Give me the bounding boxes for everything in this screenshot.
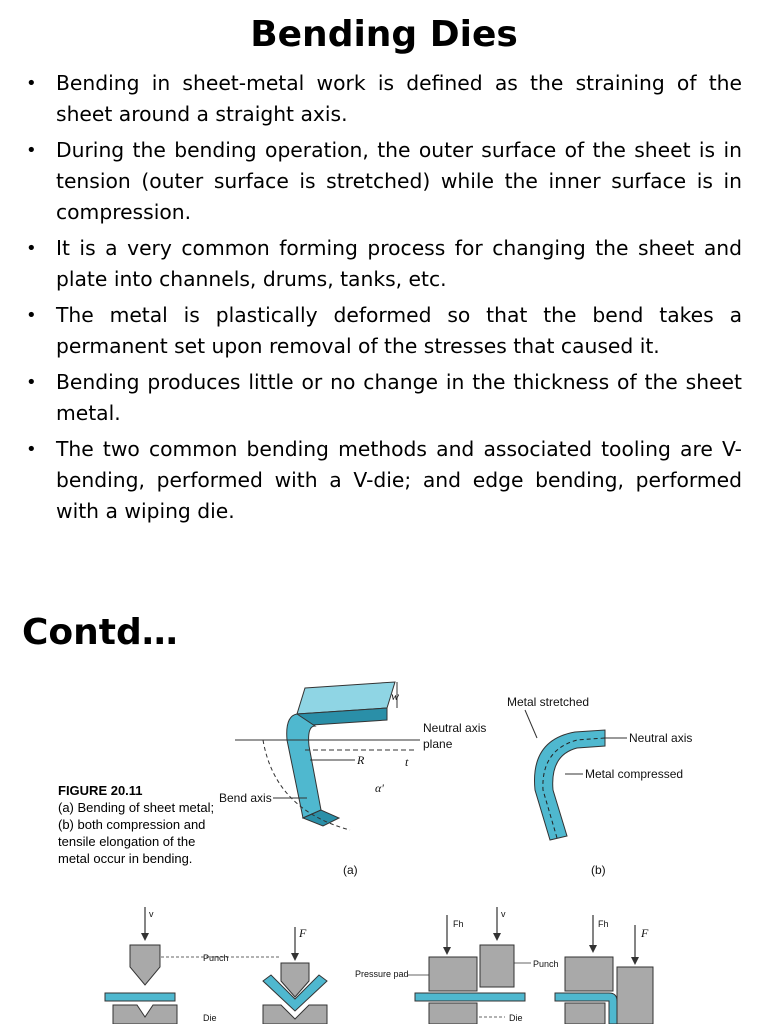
pressure-pad-shape [565,957,613,991]
pressure-pad-shape [429,957,477,991]
figure-bending-methods [95,905,665,1024]
velocity-label: v [149,909,154,919]
force-label: F [641,926,649,940]
bullet-item: • It is a very common forming process for changing the sheet and plate into channels, drums, tanks, etc. [22,233,742,295]
punch-label-2: Punch [533,959,559,969]
die-label-2: Die [509,1013,523,1023]
bullet-list [22,68,742,532]
fh-label: Fh [598,919,609,929]
edge-bending-before [415,907,525,1024]
metal-stretched-label: Metal stretched [507,695,590,709]
sheet-shape [105,993,175,1001]
v-bending-after [263,926,327,1024]
force-label: F [299,926,307,940]
bent-strip-shape [535,730,606,840]
v-die-shape [113,1005,177,1024]
bullet-dot-icon: • [26,238,37,259]
fh-label: Fh [453,919,464,929]
figure-caption: FIGURE 20.11 (a) Bending of sheet metal; (b) both compression and tensile elongation of the metal occur in bending. [58,783,215,866]
bullet-dot-icon: • [26,140,37,161]
alpha-label: α' [375,781,384,795]
sheet-shape [415,993,525,1001]
metal-compressed-label: Metal compressed [585,767,684,781]
w-label: w [391,689,400,703]
figure-a-bent-sheet [215,660,495,885]
pressure-pad-label: Pressure pad [355,969,409,979]
die-shape [565,1003,605,1024]
slide-title: Contd… [22,612,178,653]
velocity-label: v [501,909,506,919]
bullet-dot-icon: • [26,439,37,460]
bullet-dot-icon: • [26,73,37,94]
stretched-pointer [525,710,537,738]
bullet-item: • Bending produces little or no change in the thickness of the sheet metal. [22,367,742,429]
die-label: Die [203,1013,217,1023]
punch-label: Punch [203,953,229,963]
bullet-dot-icon: • [26,305,37,326]
slide-contd [0,560,768,1024]
slide-title: Bending Dies [250,14,518,55]
t-label: t [405,755,409,769]
v-bending-before [105,907,177,1024]
bullet-item: • Bending in sheet-metal work is defined as the straining of the sheet around a straight axis. [22,68,742,130]
bullet-item: • During the bending operation, the outer surface of the sheet is in tension (outer surface is stretched) while the inner surface is in compression. [22,135,742,228]
bend-axis-label: Bend axis [219,791,272,805]
punch-shape [130,945,160,985]
neutral-axis-label: Neutral axis [629,731,693,745]
bullet-dot-icon: • [26,372,37,393]
bullet-item: • The two common bending methods and associated tooling are V-bending, performed with a V-die; and edge bending, performed with a wiping die. [22,434,742,527]
figure-a-label: (a) [343,863,358,877]
punch-shape [617,967,653,1024]
figure-b-stress-diagram [505,690,705,885]
plane-label: plane [423,737,453,751]
neutral-axis-label: Neutral axis [423,721,487,735]
bent-sheet-shape [287,682,395,826]
punch-shape [480,945,514,987]
r-label: R [357,753,365,767]
die-shape [429,1003,477,1024]
figure-b-label: (b) [591,863,606,877]
bullet-item: • The metal is plastically deformed so that the bend takes a permanent set upon removal of the stresses that caused it. [22,300,742,362]
edge-bending-after [555,915,653,1024]
